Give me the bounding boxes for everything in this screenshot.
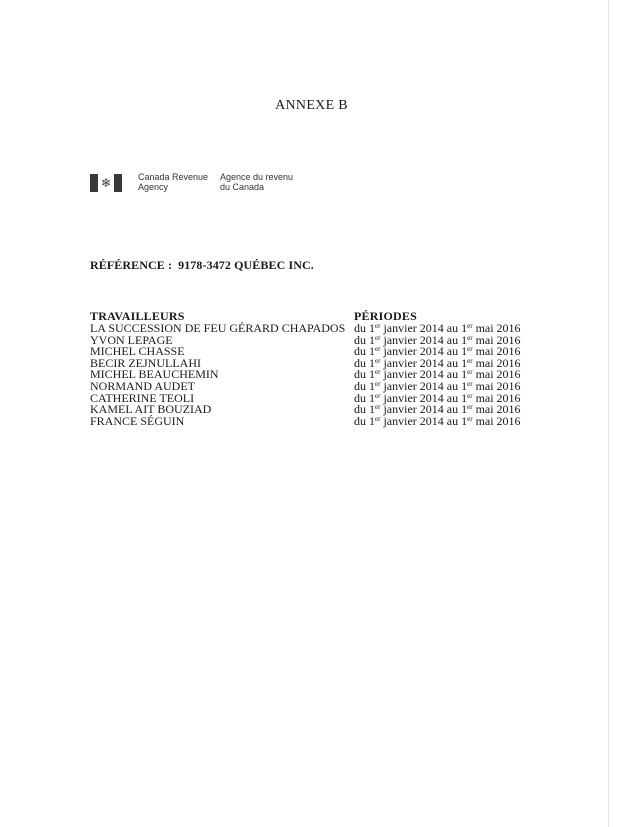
period-mid: janvier 2014 au 1	[380, 413, 468, 428]
period-prefix: du 1	[354, 378, 375, 393]
period-sup: er	[375, 322, 381, 330]
scan-edge-line	[608, 0, 609, 827]
period-sup: er	[467, 333, 473, 342]
agency-header	[90, 172, 310, 192]
period-suffix: mai 2016	[472, 402, 521, 417]
worker-name: MICHEL CHASSE	[90, 344, 185, 359]
period-sup: er	[375, 403, 381, 412]
periods-header: PÉRIODES	[354, 309, 417, 323]
period-prefix: du 1	[354, 367, 375, 382]
period-mid: janvier 2014 au 1	[380, 390, 468, 405]
period-prefix: du 1	[354, 390, 375, 405]
period-sup: er	[375, 333, 381, 342]
period-sup: er	[467, 368, 473, 377]
period-suffix: mai 2016	[472, 355, 521, 370]
worker-name: MICHEL BEAUCHEMIN	[90, 367, 219, 382]
period-suffix: mai 2016	[472, 344, 521, 359]
period-sup: er	[375, 368, 381, 377]
period-suffix: mai 2016	[472, 367, 521, 382]
worker-name: FRANCE SÉGUIN	[90, 413, 185, 428]
period-sup: er	[375, 345, 381, 354]
period-mid: janvier 2014 au 1	[380, 367, 468, 382]
worker-name: NORMAND AUDET	[90, 378, 195, 393]
canada-flag-icon	[90, 174, 122, 192]
agency-fr-line2: du Canada	[220, 182, 265, 192]
period-sup: er	[375, 391, 381, 400]
worker-name: LA SUCCESSION DE FEU GÉRARD CHAPADOS	[90, 321, 346, 335]
period-mid: janvier 2014 au 1	[380, 402, 468, 417]
period-mid: janvier 2014 au 1	[380, 378, 468, 393]
reference-value: 9178-3472 QUÉBEC INC.	[178, 258, 314, 272]
workers-header: TRAVAILLEURS	[90, 309, 185, 323]
period-sup: er	[467, 345, 473, 354]
period-sup: er	[467, 379, 473, 388]
worker-name: YVON LEPAGE	[90, 332, 173, 347]
period-mid: janvier 2014 au 1	[380, 355, 468, 370]
agency-name-french	[220, 172, 310, 192]
period-sup: er	[375, 379, 381, 388]
agency-name-english	[138, 172, 220, 192]
period-sup: er	[375, 414, 381, 423]
period-prefix: du 1	[354, 344, 375, 359]
period-sup: er	[467, 322, 473, 330]
period-prefix: du 1	[354, 413, 375, 428]
period-suffix: mai 2016	[472, 332, 521, 347]
worker-name: BECIR ZEJNULLAHI	[90, 355, 201, 370]
period-mid: janvier 2014 au 1	[380, 332, 468, 347]
workers-column	[90, 310, 352, 427]
period-sup: er	[467, 403, 473, 412]
period-sup: er	[467, 391, 473, 400]
reference-label: RÉFÉRENCE :	[90, 258, 173, 272]
maple-leaf-icon: ❄	[98, 174, 114, 192]
period-mid: janvier 2014 au 1	[380, 344, 468, 359]
period-prefix: du 1	[354, 355, 375, 370]
period-suffix: mai 2016	[472, 378, 521, 393]
agency-en-line1: Canada Revenue	[138, 172, 209, 182]
period-prefix: du 1	[354, 332, 375, 347]
period-mid: janvier 2014 au 1	[380, 321, 468, 335]
period-sup: er	[467, 356, 473, 365]
period-row	[354, 413, 554, 428]
periods-column	[354, 310, 554, 427]
flag-right-bar	[114, 174, 122, 192]
worker-name: KAMEL AIT BOUZIAD	[90, 402, 212, 417]
annex-title: ANNEXE B	[275, 98, 348, 113]
reference-line	[90, 258, 314, 273]
period-sup: er	[467, 414, 473, 423]
period-suffix: mai 2016	[472, 390, 521, 405]
worker-name: CATHERINE TEOLI	[90, 390, 195, 405]
period-prefix: du 1	[354, 321, 375, 335]
period-suffix: mai 2016	[472, 413, 521, 428]
agency-fr-line1: Agence du revenu	[220, 172, 294, 182]
period-prefix: du 1	[354, 402, 375, 417]
agency-en-line2: Agency	[138, 182, 169, 192]
period-suffix: mai 2016	[472, 321, 521, 335]
period-sup: er	[375, 356, 381, 365]
flag-left-bar	[90, 174, 98, 192]
